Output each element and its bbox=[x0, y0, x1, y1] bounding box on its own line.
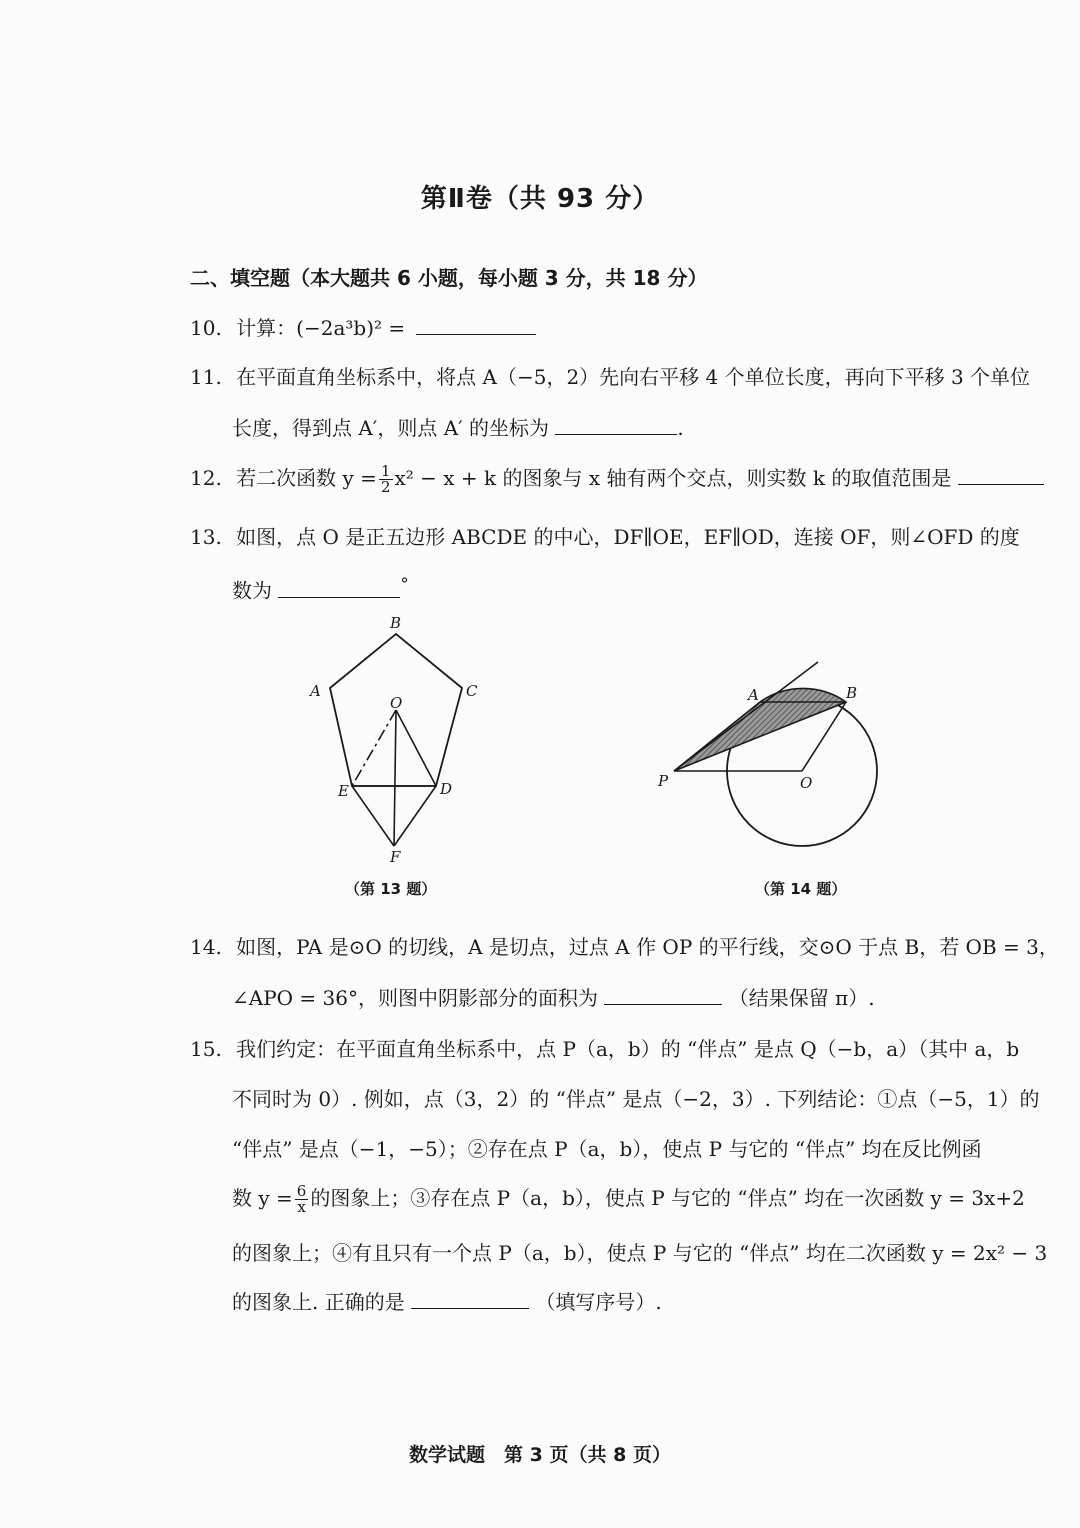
label-b: B bbox=[846, 684, 858, 702]
question-15-line-1 bbox=[190, 1036, 1019, 1062]
question-12 bbox=[190, 464, 1044, 495]
degree-sign: ° bbox=[400, 575, 409, 594]
question-text: 我们约定：在平面直角坐标系中，点 P（a，b）的 “伴点” 是点 Q（−b，a）（其中 a，b bbox=[236, 1037, 1020, 1061]
question-15-line-6 bbox=[232, 1288, 662, 1315]
fraction-denominator: x bbox=[297, 1198, 306, 1216]
label-f: F bbox=[390, 848, 401, 866]
question-number: 14. bbox=[190, 935, 222, 959]
figure-14-circle bbox=[648, 650, 898, 870]
label-b: B bbox=[390, 614, 402, 632]
question-number: 15. bbox=[190, 1037, 222, 1061]
question-15-line-4 bbox=[232, 1184, 1025, 1215]
question-text: 如图，点 O 是正五边形 ABCDE 的中心，DF∥OE，EF∥OD，连接 OF，则∠OFD 的度 bbox=[236, 525, 1020, 549]
segment-df bbox=[394, 786, 436, 846]
question-text: 的图象上. 正确的是 bbox=[232, 1290, 405, 1314]
label-o: O bbox=[390, 694, 403, 712]
label-a: A bbox=[310, 682, 321, 700]
page-title: 第Ⅱ卷（共 93 分） bbox=[420, 184, 660, 214]
fraction-numerator: 1 bbox=[380, 462, 391, 480]
period: . bbox=[677, 416, 684, 440]
label-o: O bbox=[800, 774, 813, 792]
answer-blank[interactable] bbox=[411, 1288, 529, 1309]
label-d: D bbox=[440, 780, 453, 798]
label-e: E bbox=[338, 782, 349, 800]
page-footer: 数学试题 第 3 页（共 8 页） bbox=[409, 1444, 671, 1466]
segment-oe bbox=[352, 710, 396, 786]
question-14-line-1 bbox=[190, 934, 1059, 960]
segment-of bbox=[394, 710, 396, 846]
fraction bbox=[379, 464, 393, 495]
label-p: P bbox=[658, 772, 669, 790]
question-text: 如图，PA 是⊙O 的切线，A 是切点，过点 A 作 OP 的平行线，交⊙O 于点 B，若 OB = 3， bbox=[236, 935, 1059, 959]
shaded-region bbox=[674, 688, 846, 771]
question-10 bbox=[190, 314, 536, 341]
figure-14-caption: （第 14 题） bbox=[755, 880, 847, 898]
section-heading: 二、填空题（本大题共 6 小题，每小题 3 分，共 18 分） bbox=[190, 266, 708, 290]
answer-blank[interactable] bbox=[555, 414, 677, 435]
answer-blank[interactable] bbox=[604, 984, 722, 1005]
question-text-post: x² − x + k 的图象与 x 轴有两个交点，则实数 k 的取值范围是 bbox=[394, 466, 952, 490]
question-15-line-5: 的图象上；④有且只有一个点 P（a，b），使点 P 与它的 “伴点” 均在二次函数 y = 2x² − 3 bbox=[232, 1241, 1048, 1265]
label-a: A bbox=[748, 686, 759, 704]
question-13-line-1 bbox=[190, 524, 1020, 550]
question-11-line-1 bbox=[190, 364, 1030, 390]
question-15-line-3: “伴点” 是点（−1，−5）；②存在点 P（a，b），使点 P 与它的 “伴点” 均在反比例函 bbox=[232, 1137, 982, 1161]
question-number: 11. bbox=[190, 365, 222, 389]
question-text: 计算：(−2a³b)² = bbox=[236, 316, 406, 340]
question-11-line-2 bbox=[232, 414, 684, 441]
question-text-pre: 数 y = bbox=[232, 1186, 293, 1210]
answer-blank[interactable] bbox=[958, 464, 1044, 485]
answer-blank[interactable] bbox=[416, 314, 536, 335]
question-text: ∠APO = 36°，则图中阴影部分的面积为 bbox=[232, 986, 598, 1010]
question-number: 10. bbox=[190, 316, 222, 340]
question-number: 13. bbox=[190, 525, 222, 549]
label-c: C bbox=[466, 682, 478, 700]
question-text: 数为 bbox=[232, 578, 272, 603]
question-13-line-2 bbox=[232, 572, 409, 604]
segment-ef bbox=[352, 786, 394, 846]
question-text-end: （结果保留 π）. bbox=[728, 986, 875, 1010]
answer-blank[interactable] bbox=[278, 577, 400, 598]
figure-13-caption: （第 13 题） bbox=[345, 880, 437, 898]
question-text-pre: 若二次函数 y = bbox=[236, 466, 377, 490]
fraction-denominator: 2 bbox=[380, 478, 391, 496]
question-text: 在平面直角坐标系中，将点 A（−5，2）先向右平移 4 个单位长度，再向下平移 3 个单位 bbox=[236, 365, 1031, 389]
segment-od bbox=[396, 710, 436, 786]
question-14-line-2 bbox=[232, 984, 875, 1011]
fraction bbox=[295, 1184, 309, 1215]
question-text: 长度，得到点 A′，则点 A′ 的坐标为 bbox=[232, 416, 550, 440]
fraction-numerator: 6 bbox=[296, 1182, 307, 1200]
question-15-line-2: 不同时为 0）. 例如，点（3，2）的 “伴点” 是点（−2，3）. 下列结论：①点（−5，1）的 bbox=[232, 1087, 1040, 1111]
question-text-post: 的图象上；③存在点 P（a，b），使点 P 与它的 “伴点” 均在一次函数 y = 3x+2 bbox=[310, 1186, 1025, 1210]
figure-13-pentagon bbox=[290, 610, 500, 870]
question-number: 12. bbox=[190, 466, 222, 490]
question-text-end: （填写序号）. bbox=[535, 1290, 662, 1314]
